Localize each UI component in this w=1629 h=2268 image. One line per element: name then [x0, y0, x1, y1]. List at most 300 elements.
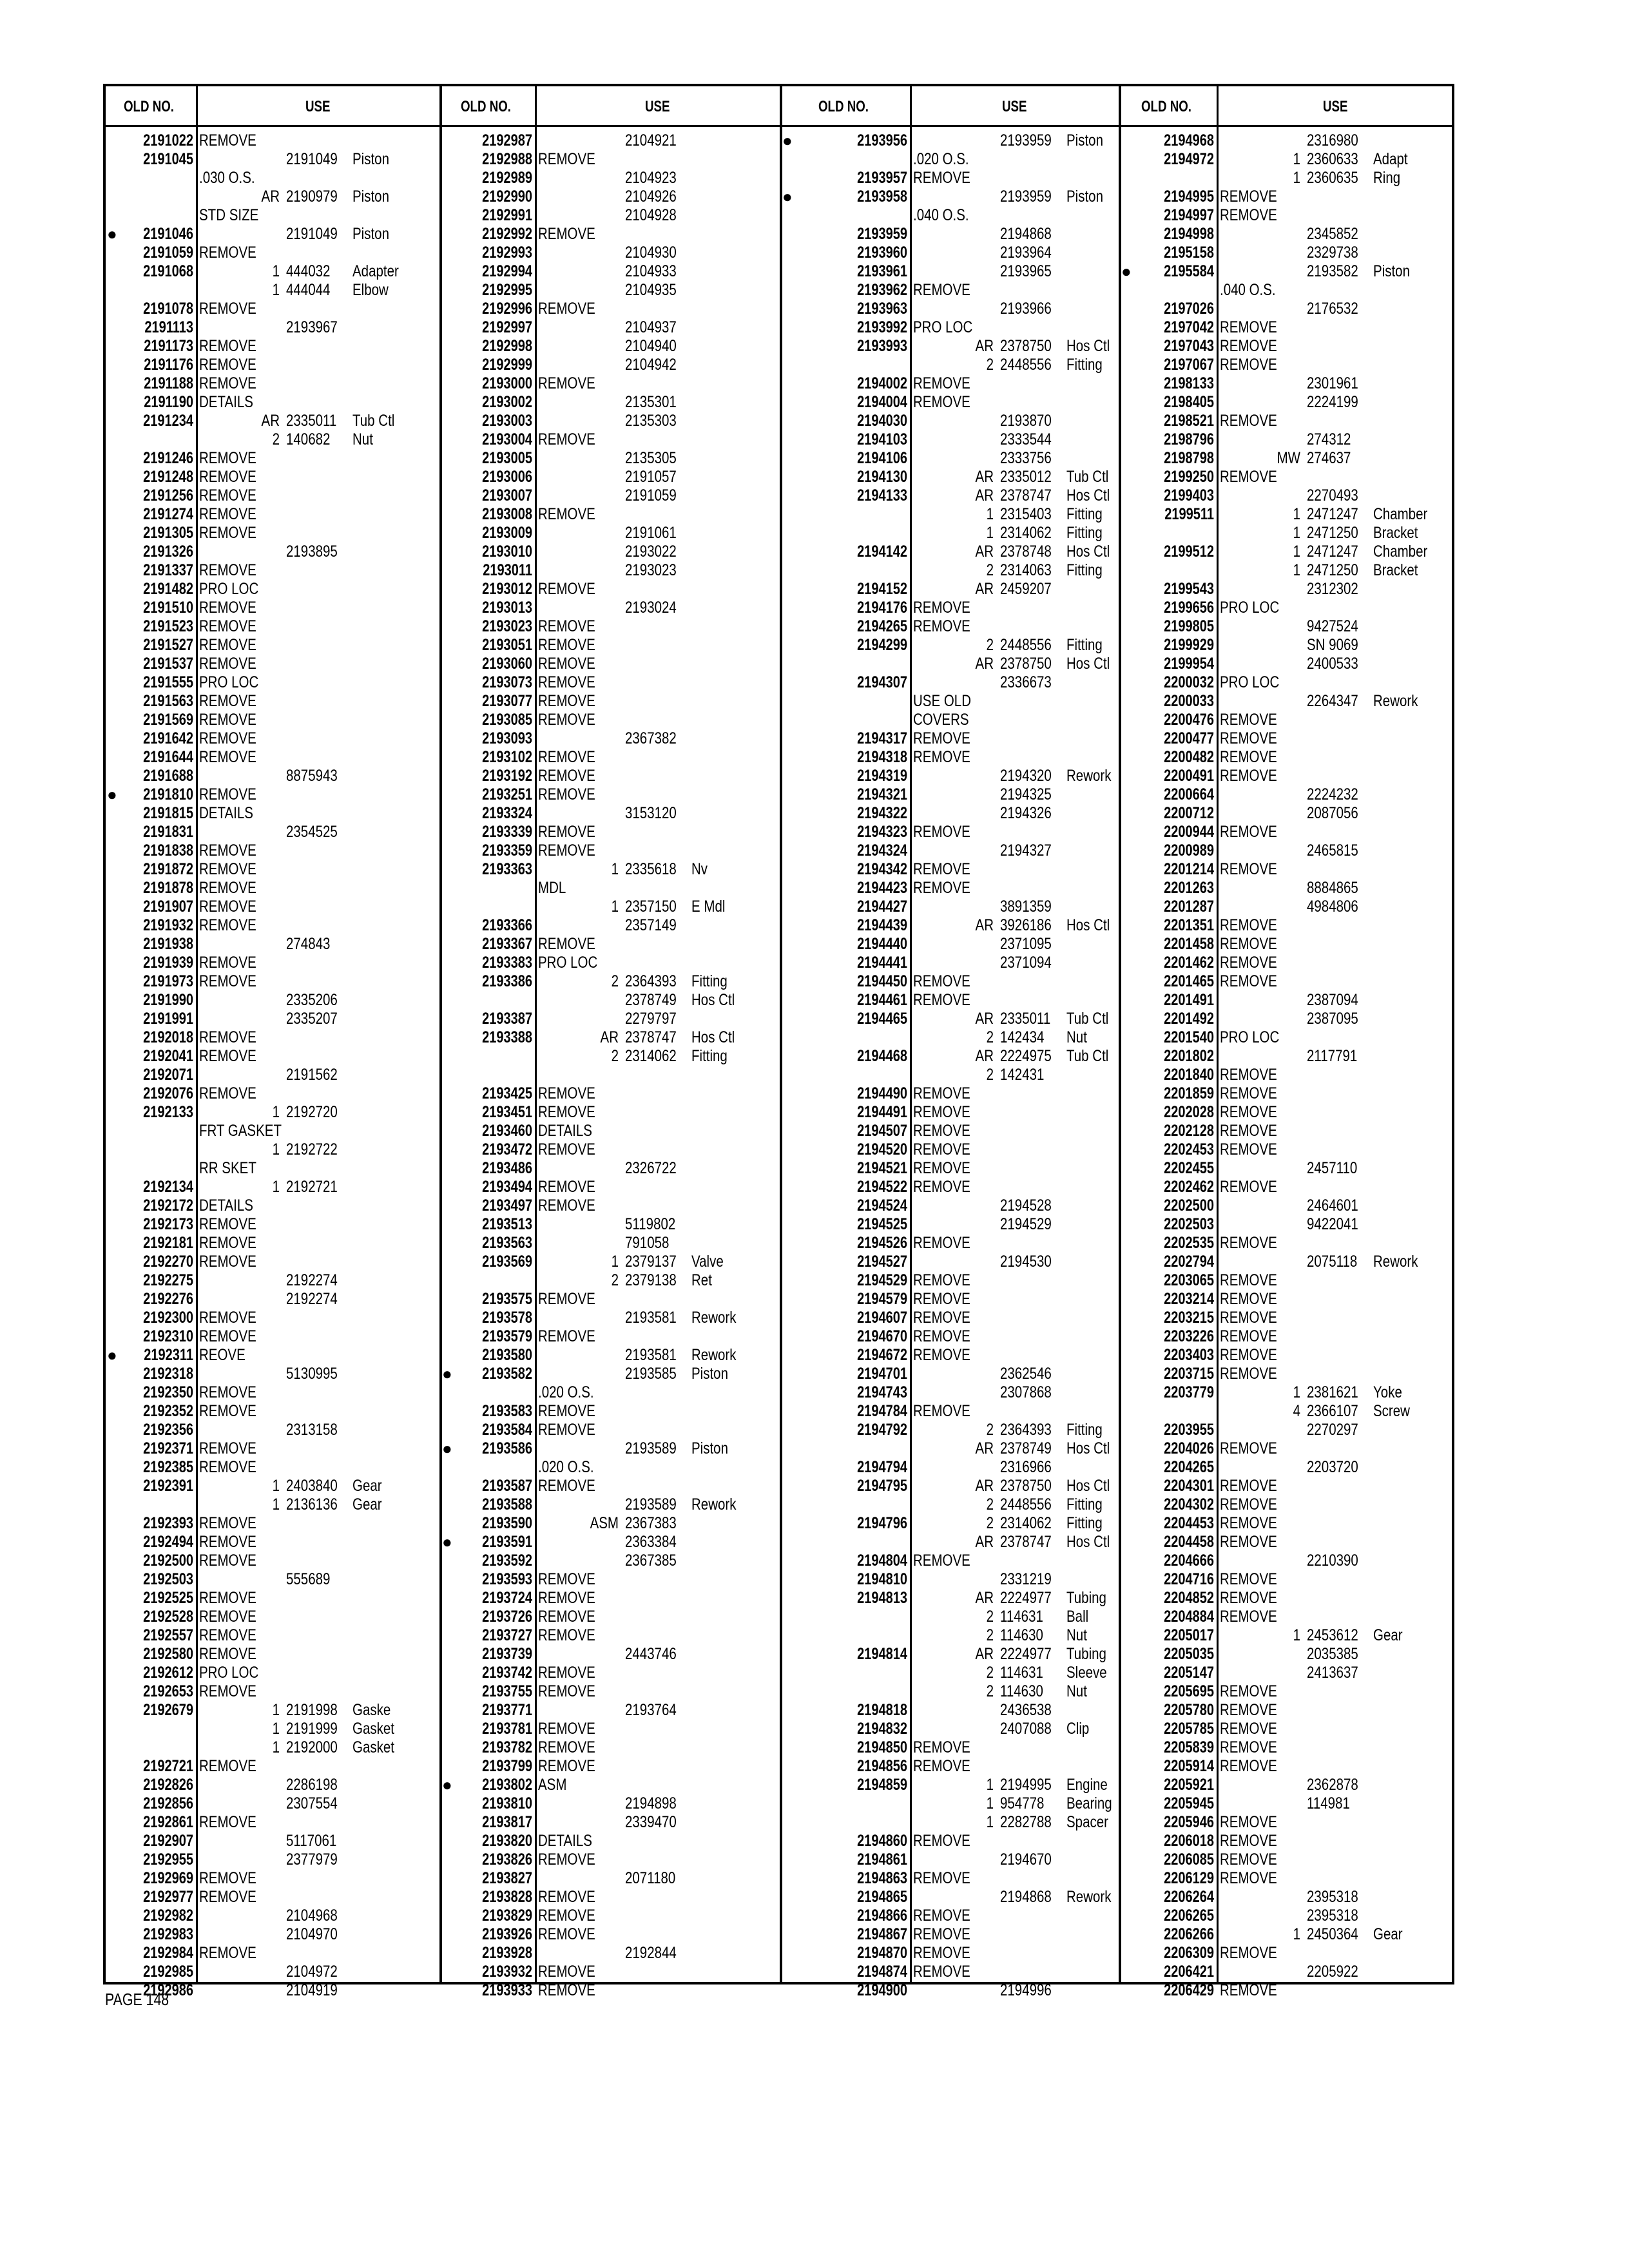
new-part-number: 2387094	[1307, 991, 1358, 1009]
table-row	[781, 1010, 1120, 1028]
table-row	[781, 449, 1120, 468]
old-part-number: 2194796	[857, 1514, 907, 1532]
table-row	[441, 1346, 781, 1365]
old-part-number: 2202455	[1164, 1159, 1214, 1177]
table-row	[106, 1645, 441, 1664]
table-row	[781, 1140, 1120, 1159]
use-quantity: 1	[1293, 561, 1300, 579]
new-part-number: 2331219	[1000, 1570, 1052, 1588]
part-description: Adapter	[352, 262, 399, 280]
old-part-number: 2192985	[143, 1963, 193, 1981]
use-quantity: 1	[272, 1701, 280, 1719]
table-row	[1120, 711, 1454, 729]
use-status: REMOVE	[538, 1682, 595, 1700]
use-status: REMOVE	[199, 1383, 256, 1401]
new-part-number: 2203720	[1307, 1458, 1358, 1476]
part-description: Tub Ctl	[1066, 1010, 1109, 1028]
old-part-number: 2192653	[143, 1682, 193, 1700]
table-row	[781, 879, 1120, 898]
new-part-number: 2194326	[1000, 804, 1052, 822]
part-description: Hos Ctl	[1066, 486, 1110, 505]
new-part-number: 2192274	[286, 1271, 338, 1289]
table-row	[781, 1552, 1120, 1570]
use-status: REMOVE	[1220, 1832, 1277, 1850]
old-part-number: 2192385	[143, 1458, 193, 1476]
old-part-number: 2197042	[1164, 318, 1214, 336]
table-row	[1120, 1477, 1454, 1495]
new-part-number: 2378747	[1000, 486, 1052, 505]
use-quantity: 1	[611, 898, 619, 916]
new-part-number: 5119802	[625, 1215, 676, 1233]
table-row	[106, 225, 441, 244]
old-part-number: 2197067	[1164, 356, 1214, 374]
table-row	[781, 281, 1120, 300]
new-part-number: 2136136	[286, 1495, 338, 1514]
table-row	[1120, 1776, 1454, 1794]
part-description: Piston	[691, 1439, 728, 1457]
part-description: Fitting	[1066, 1421, 1103, 1439]
use-status: REMOVE	[1220, 356, 1277, 374]
old-part-number: 2194861	[857, 1850, 907, 1869]
old-part-number: 2194299	[857, 636, 907, 654]
use-status: REMOVE	[1220, 1066, 1277, 1084]
new-part-number: 2194530	[1000, 1253, 1052, 1271]
use-status: REMOVE	[199, 1402, 256, 1420]
use-quantity: 2	[272, 430, 280, 448]
table-row	[441, 393, 781, 412]
old-part-number: 2193957	[857, 169, 907, 187]
old-part-number: 2192133	[143, 1103, 193, 1121]
new-part-number: 2395318	[1307, 1907, 1358, 1925]
table-row	[106, 1365, 441, 1383]
use-status: REMOVE	[538, 1738, 595, 1756]
header-old-no: OLD NO.	[818, 98, 869, 115]
table-row	[1120, 206, 1454, 225]
table-row	[1120, 1533, 1454, 1552]
use-status: REMOVE	[1220, 767, 1277, 785]
old-part-number: 2192276	[143, 1290, 193, 1308]
column-block-4	[1120, 86, 1454, 1999]
old-part-number: 2192991	[482, 206, 532, 224]
use-quantity: 2	[986, 636, 994, 654]
bullet-icon: ●	[1121, 262, 1132, 281]
use-status: REMOVE	[913, 393, 970, 411]
old-part-number: 2193002	[482, 393, 532, 411]
use-status: REMOVE	[538, 374, 595, 392]
table-row	[781, 1309, 1120, 1327]
table-row	[1120, 1122, 1454, 1140]
new-part-number: 2264347	[1307, 692, 1358, 710]
old-part-number: 2191190	[144, 393, 193, 411]
old-part-number: 2194450	[857, 972, 907, 990]
table-row	[781, 412, 1120, 430]
use-status: REMOVE	[538, 1608, 595, 1626]
use-quantity: AR	[975, 1010, 994, 1028]
part-description: Gear	[1373, 1626, 1403, 1644]
table-row	[106, 972, 441, 991]
table-row	[441, 1215, 781, 1234]
table-row	[441, 356, 781, 374]
new-part-number: 114981	[1307, 1794, 1350, 1812]
use-quantity: 1	[272, 1720, 280, 1738]
use-status: REMOVE	[1220, 1271, 1277, 1289]
table-row	[441, 206, 781, 225]
table-row	[1120, 1738, 1454, 1757]
new-part-number: 2224977	[1000, 1589, 1052, 1607]
new-part-number: 114631	[1000, 1608, 1043, 1626]
table-row	[106, 356, 441, 374]
new-part-number: 2326722	[625, 1159, 677, 1177]
table-row	[441, 150, 781, 169]
table-row	[781, 729, 1120, 748]
old-part-number: 2192173	[143, 1215, 193, 1233]
use-status: REMOVE	[199, 374, 256, 392]
old-part-number: 2193961	[857, 262, 907, 280]
table-row	[106, 1944, 441, 1963]
table-row	[441, 935, 781, 954]
old-part-number: 2197043	[1164, 337, 1214, 355]
use-status: REMOVE	[199, 486, 256, 505]
old-part-number: 2194579	[857, 1290, 907, 1308]
use-status: REMOVE	[199, 916, 256, 934]
new-part-number: 2465815	[1307, 841, 1358, 860]
old-part-number: 2198798	[1164, 449, 1214, 467]
old-part-number: 2193587	[482, 1477, 532, 1495]
old-part-number: 2193359	[482, 841, 532, 860]
new-part-number: 2194670	[1000, 1850, 1052, 1869]
new-part-number: 2193023	[625, 561, 677, 579]
table-row	[781, 1159, 1120, 1178]
new-part-number: 2378748	[1000, 543, 1052, 561]
use-status: REMOVE	[913, 823, 970, 841]
use-status: REMOVE	[913, 1084, 970, 1102]
table-row	[441, 374, 781, 393]
table-row	[441, 711, 781, 729]
table-row	[781, 1402, 1120, 1421]
old-part-number: 2191246	[143, 449, 193, 467]
old-part-number: 2202128	[1164, 1122, 1214, 1140]
old-part-number: 2193000	[482, 374, 532, 392]
old-part-number: 2192982	[143, 1907, 193, 1925]
old-part-number: 2192350	[143, 1383, 193, 1401]
part-description: Piston	[1066, 131, 1103, 149]
old-part-number: 2193324	[482, 804, 532, 822]
old-part-number: 2191644	[143, 748, 193, 766]
table-row	[106, 412, 441, 430]
old-part-number: 2194490	[857, 1084, 907, 1102]
use-status: REMOVE	[538, 1981, 595, 1999]
table-row	[1120, 1010, 1454, 1028]
use-status: REMOVE	[199, 785, 256, 803]
table-row	[781, 1178, 1120, 1196]
use-status: PRO LOC	[1220, 599, 1280, 617]
old-part-number: 2202453	[1164, 1140, 1214, 1158]
new-part-number: 2314063	[1000, 561, 1052, 579]
new-part-number: 2191049	[286, 150, 338, 168]
new-part-number: 9427524	[1307, 617, 1358, 635]
table-row	[106, 1626, 441, 1645]
table-row	[781, 1495, 1120, 1514]
new-part-number: 2104928	[625, 206, 677, 224]
table-row	[441, 1626, 781, 1645]
old-part-number: 2194520	[857, 1140, 907, 1158]
use-quantity: 4	[1293, 1402, 1300, 1420]
new-part-number: 114631	[1000, 1664, 1043, 1682]
use-status: REMOVE	[199, 1888, 256, 1906]
table-row	[441, 1047, 781, 1066]
table-row	[106, 318, 441, 337]
new-part-number: 2345852	[1307, 225, 1358, 243]
table-row	[781, 1645, 1120, 1664]
old-part-number: 2191688	[143, 767, 193, 785]
use-quantity: 2	[611, 1047, 619, 1065]
new-part-number: 2104935	[625, 281, 677, 299]
table-row	[781, 337, 1120, 356]
old-part-number: 2191810	[143, 785, 193, 803]
old-part-number: 2201491	[1164, 991, 1214, 1009]
old-part-number: 2192318	[143, 1365, 193, 1383]
new-part-number: 2436538	[1000, 1701, 1052, 1719]
use-status: REMOVE	[1220, 1477, 1277, 1495]
old-part-number: 2193425	[482, 1084, 532, 1102]
table-row	[1120, 1140, 1454, 1159]
table-row	[1120, 1084, 1454, 1103]
table-row	[106, 1439, 441, 1458]
table-row	[441, 1776, 781, 1794]
old-part-number: 2191046	[143, 225, 193, 243]
use-quantity: 2	[611, 972, 619, 990]
table-row	[441, 1869, 781, 1888]
use-status: REMOVE	[913, 169, 970, 187]
new-part-number: 2364393	[1000, 1421, 1052, 1439]
use-status: REMOVE	[913, 1963, 970, 1981]
old-part-number: 2194465	[857, 1010, 907, 1028]
use-quantity: AR	[975, 1533, 994, 1551]
new-part-number: 2071180	[625, 1869, 676, 1887]
table-row	[781, 393, 1120, 412]
new-part-number: 2453612	[1307, 1626, 1358, 1644]
bullet-icon: ●	[107, 1345, 117, 1365]
table-row	[781, 1122, 1120, 1140]
use-quantity: AR	[975, 543, 994, 561]
old-part-number: 2193009	[482, 524, 532, 542]
use-status: REMOVE	[913, 1122, 970, 1140]
old-part-number: 2193724	[482, 1589, 532, 1607]
table-row	[1120, 1757, 1454, 1776]
old-part-number: 2191642	[143, 729, 193, 747]
new-part-number: 2448556	[1000, 636, 1052, 654]
new-part-number: 2443746	[625, 1645, 677, 1663]
use-status: REMOVE	[538, 430, 595, 448]
use-status: REMOVE	[538, 785, 595, 803]
header-use: USE	[1323, 98, 1348, 115]
old-part-number: 2200989	[1164, 841, 1214, 860]
old-part-number: 2191482	[143, 580, 193, 598]
use-status: REMOVE	[538, 1084, 595, 1102]
use-status: REMOVE	[913, 1944, 970, 1962]
new-part-number: 2378749	[625, 991, 677, 1009]
table-row	[1120, 374, 1454, 393]
new-part-number: 2360633	[1307, 150, 1358, 168]
part-description: Fitting	[1066, 1514, 1103, 1532]
use-status: REMOVE	[538, 1907, 595, 1925]
new-part-number: 114630	[1000, 1682, 1043, 1700]
use-status: REMOVE	[538, 150, 595, 168]
use-status: REMOVE	[1220, 1439, 1277, 1457]
table-row	[781, 1944, 1120, 1963]
new-part-number: 2413637	[1307, 1664, 1358, 1682]
part-description: Rework	[691, 1309, 737, 1327]
table-row	[1120, 1458, 1454, 1477]
use-status: REMOVE	[199, 1458, 256, 1476]
use-status: REMOVE	[199, 1944, 256, 1962]
old-part-number: 2193727	[482, 1626, 532, 1644]
table-row	[106, 692, 441, 711]
new-part-number: 114630	[1000, 1626, 1043, 1644]
use-quantity: AR	[975, 655, 994, 673]
old-part-number: 2191907	[143, 898, 193, 916]
table-row	[106, 1832, 441, 1850]
table-row	[106, 1402, 441, 1421]
old-part-number: 2193051	[482, 636, 532, 654]
new-part-number: 2191998	[286, 1701, 338, 1719]
use-status: REMOVE	[199, 599, 256, 617]
part-description: Bracket	[1373, 561, 1418, 579]
table-row	[441, 841, 781, 860]
part-description: Valve	[691, 1253, 724, 1271]
new-part-number: 2075118	[1307, 1253, 1358, 1271]
use-status: RR SKET	[199, 1159, 256, 1177]
table-row	[441, 1645, 781, 1664]
old-part-number: 2194265	[857, 617, 907, 635]
part-description: Fitting	[1066, 356, 1103, 374]
new-part-number: 2335206	[286, 991, 338, 1009]
use-status: REMOVE	[1220, 1701, 1277, 1719]
table-row	[106, 729, 441, 748]
use-quantity: 2	[986, 1682, 994, 1700]
old-part-number: 2194317	[857, 729, 907, 747]
old-part-number: 2194002	[857, 374, 907, 392]
old-part-number: 2194850	[857, 1738, 907, 1756]
old-part-number: 2204265	[1164, 1458, 1214, 1476]
old-part-number: 2194804	[857, 1552, 907, 1570]
table-row	[1120, 1215, 1454, 1234]
table-row	[1120, 1047, 1454, 1066]
header-use: USE	[305, 98, 331, 115]
new-part-number: 2316980	[1307, 131, 1358, 149]
part-description: Piston	[691, 1365, 728, 1383]
table-row	[106, 150, 441, 169]
use-quantity: 2	[986, 1421, 994, 1439]
use-status: REMOVE	[1220, 206, 1277, 224]
old-part-number: 2193005	[482, 449, 532, 467]
new-part-number: 2357150	[625, 898, 677, 916]
table-row	[781, 692, 1120, 711]
new-part-number: 2194898	[625, 1794, 677, 1812]
use-status: REMOVE	[199, 841, 256, 860]
use-status: REMOVE	[199, 524, 256, 542]
use-status: DETAILS	[199, 804, 253, 822]
old-part-number: 2205914	[1164, 1757, 1214, 1775]
new-part-number: 2459207	[1000, 580, 1052, 598]
table-row	[1120, 972, 1454, 991]
old-part-number: 2201351	[1164, 916, 1214, 934]
table-row	[106, 1907, 441, 1925]
old-part-number: 2194322	[857, 804, 907, 822]
table-row	[1120, 356, 1454, 374]
use-status: REMOVE	[913, 1327, 970, 1345]
old-part-number: 2192525	[143, 1589, 193, 1607]
table-row	[781, 1458, 1120, 1477]
table-row	[1120, 561, 1454, 580]
part-description: Tubing	[1066, 1645, 1106, 1663]
use-status: REMOVE	[913, 1159, 970, 1177]
old-part-number: 2201540	[1164, 1028, 1214, 1046]
table-row	[106, 916, 441, 935]
use-quantity: AR	[975, 1645, 994, 1663]
part-description: Gasket	[352, 1720, 394, 1738]
use-status: REMOVE	[913, 617, 970, 635]
column-block-2	[441, 86, 781, 1999]
use-status: REMOVE	[538, 1570, 595, 1588]
table-row	[781, 505, 1120, 524]
table-row	[106, 1215, 441, 1234]
old-part-number: 2201840	[1164, 1066, 1214, 1084]
old-part-number: 2199805	[1164, 617, 1214, 635]
use-status: REMOVE	[538, 505, 595, 523]
new-part-number: 2104923	[625, 169, 677, 187]
old-part-number: 2193580	[482, 1346, 532, 1364]
old-part-number: 2193578	[482, 1309, 532, 1327]
new-part-number: 2191562	[286, 1066, 338, 1084]
new-part-number: 2104972	[286, 1963, 338, 1981]
use-status: REMOVE	[1220, 187, 1277, 206]
old-part-number: 2193575	[482, 1290, 532, 1308]
old-part-number: 2201287	[1164, 898, 1214, 916]
table-row	[1120, 617, 1454, 636]
table-row	[441, 1888, 781, 1907]
use-status: REMOVE	[1220, 1514, 1277, 1532]
old-part-number: 2206129	[1164, 1869, 1214, 1887]
new-part-number: SN 9069	[1307, 636, 1358, 654]
use-status: REMOVE	[1220, 1290, 1277, 1308]
old-part-number: 2194607	[857, 1309, 907, 1327]
bullet-icon: ●	[782, 187, 793, 206]
use-status: USE OLD	[913, 692, 972, 710]
table-row	[106, 449, 441, 468]
old-part-number: 2199511	[1164, 505, 1214, 523]
old-part-number: 2202794	[1164, 1253, 1214, 1271]
table-row	[1120, 225, 1454, 244]
table-row	[1120, 1103, 1454, 1122]
use-status: PRO LOC	[199, 673, 259, 691]
table-row	[441, 767, 781, 785]
old-part-number: 2200477	[1164, 729, 1214, 747]
use-status: REMOVE	[199, 729, 256, 747]
use-status: ASM	[538, 1776, 567, 1794]
part-description: Fitting	[1066, 505, 1103, 523]
use-status: REMOVE	[538, 1888, 595, 1906]
table-row	[441, 748, 781, 767]
table-row	[781, 1421, 1120, 1439]
old-part-number: 2192494	[143, 1533, 193, 1551]
table-row	[781, 206, 1120, 225]
new-part-number: 2193589	[625, 1439, 677, 1457]
table-row	[106, 1178, 441, 1196]
new-part-number: 2193967	[286, 318, 338, 336]
table-row	[781, 1570, 1120, 1589]
use-status: REMOVE	[1220, 1981, 1277, 1999]
